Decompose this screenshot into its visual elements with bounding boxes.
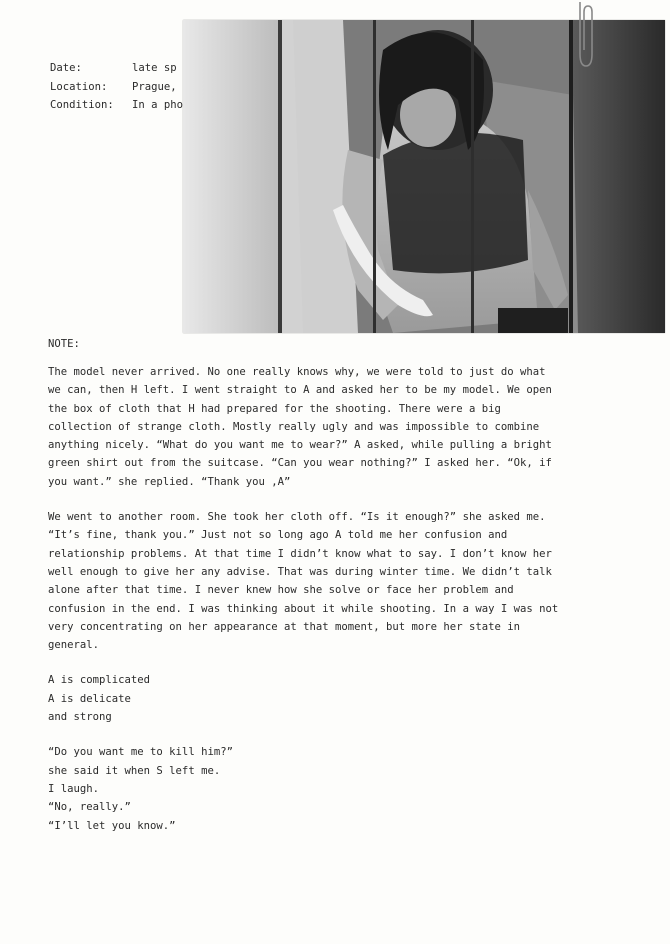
text-line: A is complicated <box>48 674 151 687</box>
text-line: anything nicely. “What do you want me to wear?” A asked, while pulling a bright <box>48 439 552 452</box>
text-line: relationship problems. At that time I didn’t know what to say. I don’t know her <box>48 547 552 560</box>
text-line: we can, then H left. I went straight to A and asked her to be my model. We open <box>48 384 552 397</box>
paragraph-2 <box>48 508 608 654</box>
text-line: well enough to give her any advise. That was during winter time. We didn’t talk <box>48 565 552 578</box>
text-line: We went to another room. She took her cloth off. “Is it enough?” she asked me. <box>48 511 546 524</box>
text-line: A is delicate <box>48 692 131 705</box>
text-line: “Do you want me to kill him?” <box>48 746 233 759</box>
text-line: very concentrating on her appearance at that moment, but more her state in <box>48 620 520 633</box>
condition-row <box>50 96 183 115</box>
date-label: Date: <box>50 62 82 74</box>
text-line: collection of strange cloth. Mostly really ugly and was impossible to combine <box>48 420 540 433</box>
location-value: Prague, <box>132 80 177 93</box>
note-heading: NOTE: <box>48 338 80 350</box>
paperclip-icon <box>574 2 596 72</box>
text-line: The model never arrived. No one really knows why, we were told to just do what <box>48 366 546 378</box>
body-text <box>48 363 608 852</box>
date-row <box>50 59 183 78</box>
text-line: alone after that time. I never knew how she solve or face her problem and <box>48 584 514 597</box>
paragraph-3 <box>48 671 608 726</box>
text-line: “I’ll let you know.” <box>48 819 176 832</box>
metadata-block <box>50 59 183 115</box>
text-line: “No, really.” <box>48 801 131 814</box>
location-row <box>50 78 183 97</box>
location-label: Location: <box>50 80 108 93</box>
text-line: the box of cloth that H had prepared for the shooting. There were a big <box>48 402 501 415</box>
condition-label: Condition: <box>50 99 114 111</box>
text-line: she said it when S left me. <box>48 764 221 777</box>
text-line: green shirt out from the suitcase. “Can you wear nothing?” I asked her. “Ok, if <box>48 457 552 470</box>
paragraph-4 <box>48 743 608 834</box>
text-line: I laugh. <box>48 782 100 795</box>
text-line: “It’s fine, thank you.” Just not so long ago A told me her confusion and <box>48 529 508 542</box>
date-value: late sp <box>132 62 177 74</box>
condition-value: In a pho <box>132 99 184 111</box>
text-line: and strong <box>48 711 112 724</box>
text-line: general. <box>48 639 100 652</box>
paragraph-1 <box>48 363 608 491</box>
text-line: confusion in the end. I was thinking about it while shooting. In a way I was not <box>48 602 559 615</box>
text-line: you want.” she replied. “Thank you ,A” <box>48 475 291 488</box>
